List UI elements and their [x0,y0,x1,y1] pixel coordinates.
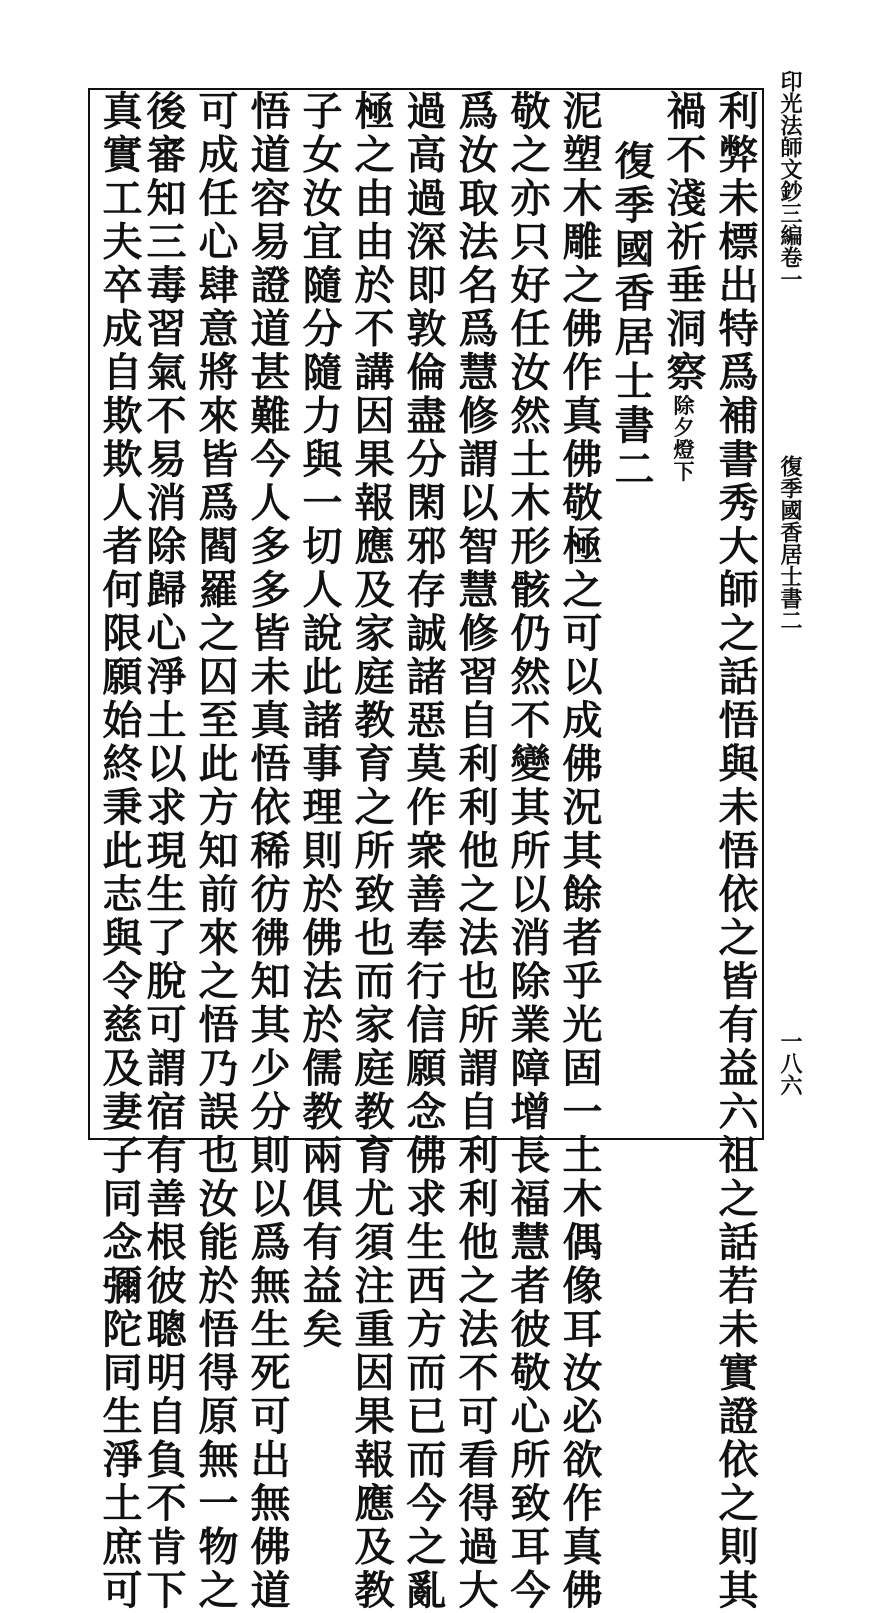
text-column: 泥塑木雕之佛作真佛敬極之可以成佛況其餘者乎光固一土木偶像耳汝必欲作真佛 [556,90,603,1613]
text-column: 極之由由於不講因果報應及家庭教育之所致也而家庭教育尤須注重因果報應及教 [348,90,395,1613]
text-column: 爲汝取法名爲慧修謂以智慧修習自利利他之法也所謂自利利他之法不可看得過大 [452,90,499,1613]
text-column: 可成任心肆意將來皆爲閻羅之囚至此方知前來之悟乃誤也汝能於悟得原無一物之 [192,90,239,1613]
running-title: 印光法師文鈔三編卷一 [777,70,803,290]
letter-title: 復季國香居士書二 [608,140,655,492]
text-column-body: 禍不淺祈垂洞察 [660,90,707,395]
text-column: 真實工夫卒成自欺欺人者何限願始終秉此志與令慈及妻子同念彌陀同生淨土庶可 [96,90,143,1613]
page-number: 一八六 [777,1030,803,1096]
text-column: 利弊未標出特爲補書秀大師之話悟與未悟依之皆有益六祖之話若未實證依之則其 [712,90,759,1613]
text-column: 子女汝宜隨分隨力與一切人說此諸事理則於佛法於儒教兩俱有益矣 [296,90,343,1352]
section-title: 復季國香居士書二 [777,455,803,631]
interlinear-note: 除夕燈下 [671,394,696,483]
text-column: 後審知三毒習氣不易消除歸心淨土以求現生了脫可謂宿有善根彼聰明自負不肯下 [140,90,187,1613]
text-column-with-note [656,90,710,483]
page-header [770,70,810,1160]
text-column: 悟道容易證道甚難今人多多皆未真悟依稀彷彿知其少分則以爲無生死可出無佛道 [244,90,291,1613]
text-column: 敬之亦只好任汝然土木形骸仍然不變其所以消除業障增長福慧者彼敬心所致耳今 [504,90,551,1613]
text-column: 過高過深即敦倫盡分閑邪存誠諸惡莫作衆善奉行信願念佛求生西方而已而今之亂 [400,90,447,1613]
